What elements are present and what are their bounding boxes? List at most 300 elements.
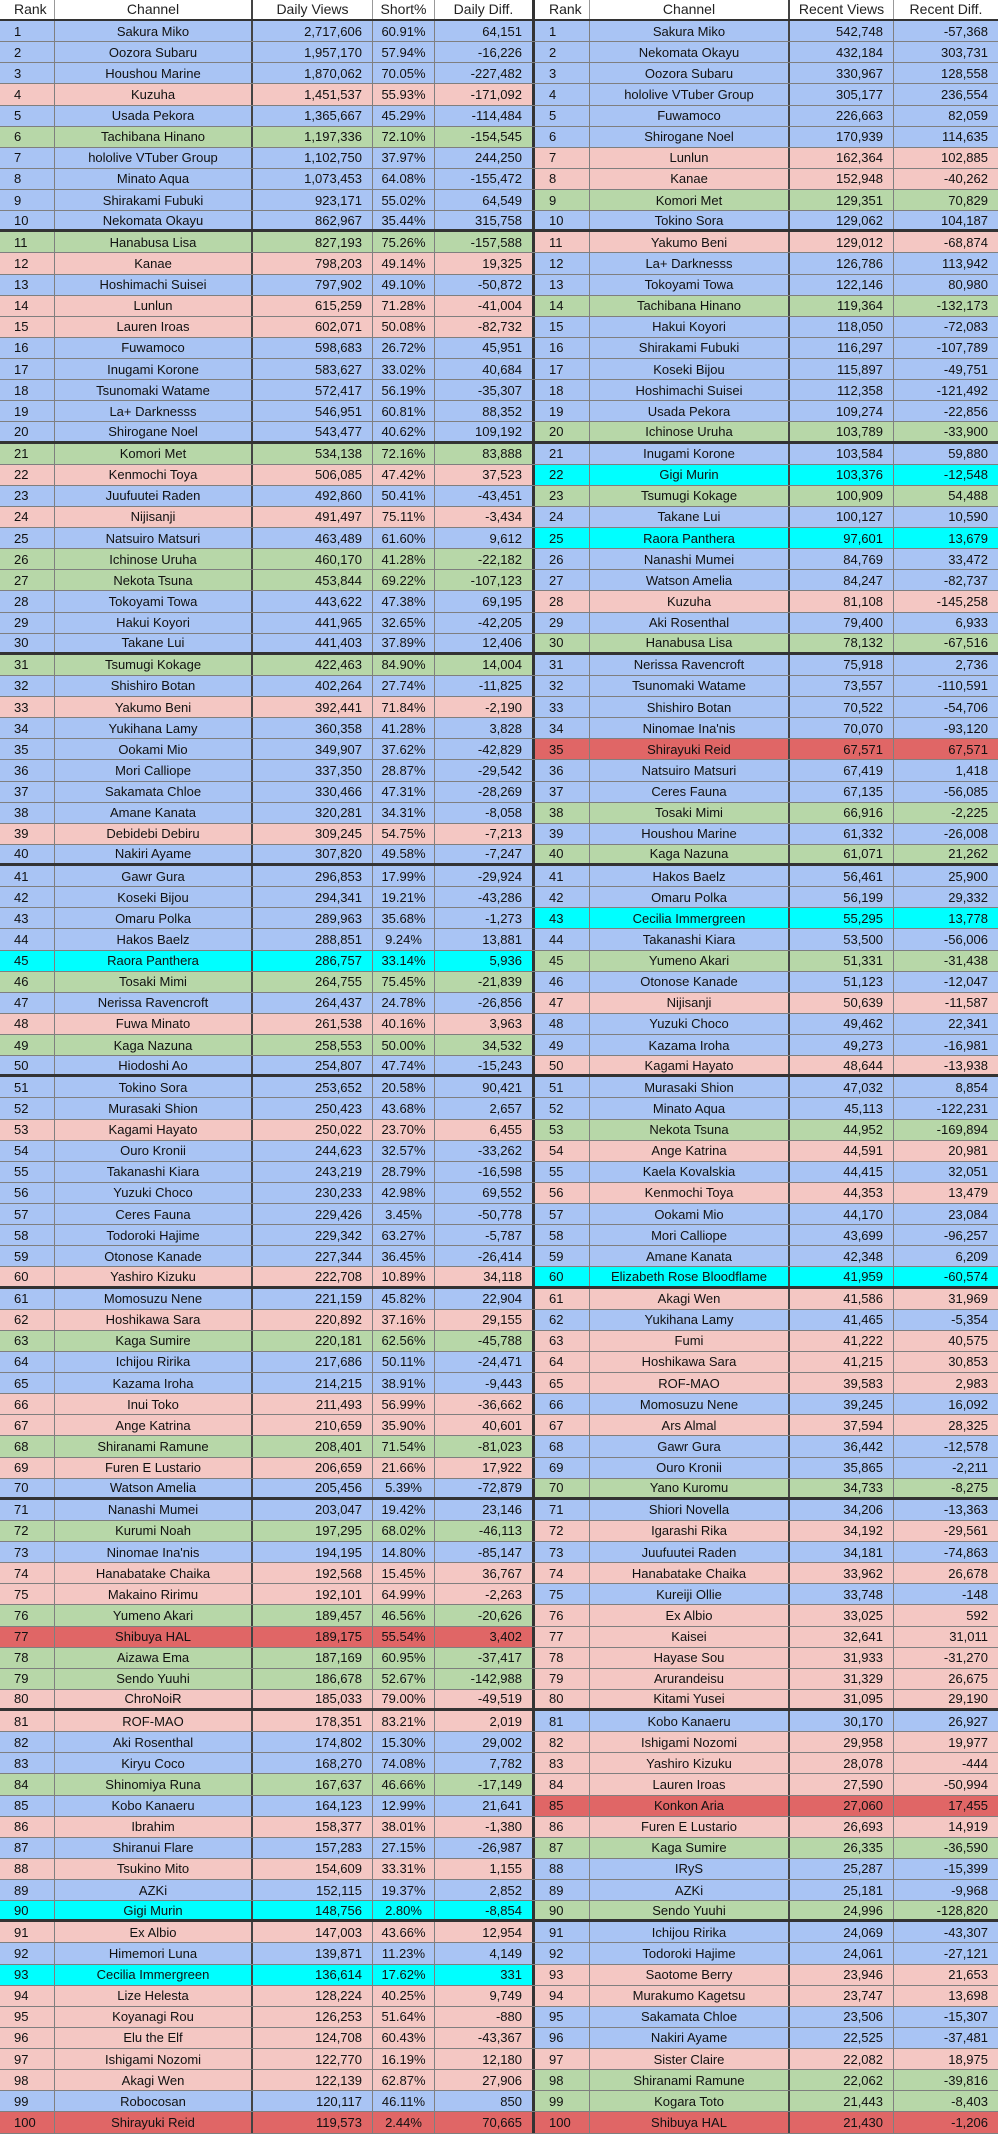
table-row[interactable] xyxy=(0,1732,535,1753)
table-row[interactable] xyxy=(535,1859,998,1880)
recent-diff-cell: 21,653 xyxy=(948,1967,988,1983)
table-row[interactable] xyxy=(535,824,998,845)
table-row[interactable] xyxy=(535,1204,998,1225)
table-row[interactable] xyxy=(0,1289,535,1310)
short-percent-cell: 83.21% xyxy=(373,1711,435,1731)
table-row[interactable] xyxy=(535,1331,998,1352)
table-row[interactable] xyxy=(535,1120,998,1141)
table-row[interactable] xyxy=(535,1774,998,1795)
table-row[interactable] xyxy=(0,507,535,528)
table-row[interactable] xyxy=(0,42,535,63)
table-row[interactable] xyxy=(0,697,535,718)
header-short-percent[interactable]: Short% xyxy=(373,0,435,19)
table-row[interactable] xyxy=(535,908,998,929)
table-row[interactable] xyxy=(0,866,535,887)
table-row[interactable] xyxy=(0,422,535,443)
table-row[interactable] xyxy=(0,908,535,929)
rank-cell: 87 xyxy=(0,1838,55,1858)
table-row[interactable] xyxy=(0,1774,535,1795)
table-row[interactable] xyxy=(535,951,998,972)
header-daily-views[interactable]: Daily Views xyxy=(253,0,373,19)
table-row[interactable] xyxy=(535,190,998,211)
short-percent-cell: 52.67% xyxy=(373,1669,435,1689)
rank-cell: 98 xyxy=(0,2070,55,2090)
table-row[interactable] xyxy=(0,253,535,274)
recent-views-cell: 34,181 xyxy=(790,1542,894,1562)
table-row[interactable] xyxy=(0,1479,535,1500)
table-row[interactable] xyxy=(0,486,535,507)
table-row[interactable] xyxy=(0,845,535,866)
daily-diff-cell: -81,023 xyxy=(435,1436,535,1456)
recent-views-cell: 73,557 xyxy=(790,676,894,696)
table-row[interactable] xyxy=(0,570,535,591)
table-row[interactable] xyxy=(535,549,998,570)
table-row[interactable] xyxy=(535,1415,998,1436)
table-row[interactable] xyxy=(0,401,535,422)
table-row[interactable] xyxy=(0,1246,535,1267)
short-percent-cell: 72.16% xyxy=(373,444,435,464)
table-row[interactable] xyxy=(535,1056,998,1077)
table-row[interactable] xyxy=(0,1014,535,1035)
table-row[interactable] xyxy=(535,1183,998,1204)
table-row[interactable] xyxy=(0,2091,535,2112)
table-row[interactable] xyxy=(535,106,998,127)
table-row[interactable] xyxy=(0,824,535,845)
table-row[interactable] xyxy=(535,296,998,317)
table-row[interactable] xyxy=(535,993,998,1014)
table-row[interactable] xyxy=(535,2112,998,2133)
table-row[interactable] xyxy=(0,1204,535,1225)
table-row[interactable] xyxy=(0,613,535,634)
channel-cell: Kitami Yusei xyxy=(590,1690,790,1708)
table-row[interactable] xyxy=(535,127,998,148)
table-row[interactable] xyxy=(535,2091,998,2112)
table-row[interactable] xyxy=(535,1373,998,1394)
rank-cell: 50 xyxy=(0,1056,55,1074)
table-row[interactable] xyxy=(0,1901,535,1922)
table-row[interactable] xyxy=(535,486,998,507)
rank-cell: 94 xyxy=(0,1986,55,2006)
table-row[interactable] xyxy=(535,1901,998,1922)
table-row[interactable] xyxy=(0,1880,535,1901)
table-row[interactable] xyxy=(0,1183,535,1204)
table-row[interactable] xyxy=(0,359,535,380)
table-row[interactable] xyxy=(0,1796,535,1817)
daily-diff-cell: 34,532 xyxy=(435,1035,535,1055)
channel-cell: Nijisanji xyxy=(55,507,253,527)
table-row[interactable] xyxy=(535,1289,998,1310)
channel-cell: Cecilia Immergreen xyxy=(590,908,790,928)
table-row[interactable] xyxy=(0,1415,535,1436)
table-row[interactable] xyxy=(0,1965,535,1986)
table-row[interactable] xyxy=(535,760,998,781)
rank-cell: 54 xyxy=(0,1141,55,1161)
table-row[interactable] xyxy=(0,317,535,338)
table-row[interactable] xyxy=(535,2007,998,2028)
table-row[interactable] xyxy=(0,1922,535,1943)
table-row[interactable] xyxy=(0,1584,535,1605)
recent-views-cell: 49,273 xyxy=(790,1035,894,1055)
channel-cell: Takanashi Kiara xyxy=(590,929,790,949)
table-row[interactable] xyxy=(535,1732,998,1753)
daily-diff-cell: 3,963 xyxy=(435,1014,535,1034)
rank-cell: 33 xyxy=(535,697,590,717)
table-row[interactable] xyxy=(535,591,998,612)
table-row[interactable] xyxy=(535,1965,998,1986)
table-row[interactable] xyxy=(0,1859,535,1880)
table-row[interactable] xyxy=(535,2028,998,2049)
header-rank[interactable]: Rank xyxy=(535,0,590,19)
recent-diff-cell: -132,173 xyxy=(936,298,988,314)
table-row[interactable] xyxy=(535,676,998,697)
table-row[interactable] xyxy=(0,1605,535,1626)
table-row[interactable] xyxy=(0,1669,535,1690)
table-row[interactable] xyxy=(0,1648,535,1669)
table-row[interactable] xyxy=(535,1648,998,1669)
table-row[interactable] xyxy=(535,1035,998,1056)
daily-views-cell: 286,757 xyxy=(253,951,373,971)
recent-views-cell: 78,132 xyxy=(790,634,894,652)
rank-cell: 24 xyxy=(0,507,55,527)
table-row[interactable] xyxy=(0,803,535,824)
daily-views-cell: 174,802 xyxy=(253,1732,373,1752)
table-row[interactable] xyxy=(0,1458,535,1479)
table-row[interactable] xyxy=(0,887,535,908)
table-row[interactable] xyxy=(0,1838,535,1859)
rank-cell: 51 xyxy=(0,1077,55,1097)
table-row[interactable] xyxy=(535,1267,998,1288)
rank-cell: 27 xyxy=(0,570,55,590)
recent-views-cell: 27,060 xyxy=(790,1796,894,1816)
daily-diff-cell: -7,213 xyxy=(435,824,535,844)
daily-views-cell: 254,807 xyxy=(253,1056,373,1074)
table-row[interactable] xyxy=(535,2070,998,2091)
rank-cell: 92 xyxy=(535,1943,590,1963)
table-row[interactable] xyxy=(535,1669,998,1690)
table-row[interactable] xyxy=(535,1352,998,1373)
table-row[interactable] xyxy=(0,296,535,317)
rank-cell: 13 xyxy=(535,275,590,295)
table-row[interactable] xyxy=(535,845,998,866)
table-row[interactable] xyxy=(0,1035,535,1056)
table-row[interactable] xyxy=(0,1753,535,1774)
recent-views-cell: 44,415 xyxy=(790,1162,894,1182)
recent-diff-cell: -145,258 xyxy=(936,593,988,609)
table-row[interactable] xyxy=(535,1479,998,1500)
rank-cell: 92 xyxy=(0,1943,55,1963)
daily-diff-cell: -17,149 xyxy=(435,1774,535,1794)
table-row[interactable] xyxy=(0,1500,535,1521)
table-row[interactable] xyxy=(0,591,535,612)
table-row[interactable] xyxy=(535,465,998,486)
table-row[interactable] xyxy=(0,1120,535,1141)
rank-cell: 45 xyxy=(0,951,55,971)
table-row[interactable] xyxy=(535,1690,998,1711)
recent-views-cell: 84,769 xyxy=(790,549,894,569)
channel-cell: Watson Amelia xyxy=(590,570,790,590)
table-row[interactable] xyxy=(535,1098,998,1119)
table-row[interactable] xyxy=(0,1690,535,1711)
table-row[interactable] xyxy=(0,1098,535,1119)
table-row[interactable] xyxy=(0,549,535,570)
table-row[interactable] xyxy=(0,63,535,84)
table-row[interactable] xyxy=(535,317,998,338)
table-row[interactable] xyxy=(0,1267,535,1288)
table-row[interactable] xyxy=(0,929,535,950)
table-row[interactable] xyxy=(535,972,998,993)
table-row[interactable] xyxy=(535,1310,998,1331)
table-row[interactable] xyxy=(535,613,998,634)
daily-views-cell: 546,951 xyxy=(253,401,373,421)
table-row[interactable] xyxy=(0,951,535,972)
table-row[interactable] xyxy=(0,1943,535,1964)
table-row[interactable] xyxy=(0,1141,535,1162)
header-recent-views[interactable]: Recent Views xyxy=(790,0,894,19)
table-row[interactable] xyxy=(0,1056,535,1077)
channel-cell: Komori Met xyxy=(590,190,790,210)
recent-diff-cell: 80,980 xyxy=(948,277,988,293)
table-row[interactable] xyxy=(535,634,998,655)
table-row[interactable] xyxy=(0,528,535,549)
table-row[interactable] xyxy=(535,42,998,63)
table-row[interactable] xyxy=(535,1986,998,2007)
table-row[interactable] xyxy=(535,359,998,380)
table-row[interactable] xyxy=(535,739,998,760)
table-row[interactable] xyxy=(535,380,998,401)
daily-diff-cell: -50,872 xyxy=(435,275,535,295)
recent-views-cell: 24,069 xyxy=(790,1922,894,1942)
table-row[interactable] xyxy=(0,1817,535,1838)
table-row[interactable] xyxy=(535,1711,998,1732)
table-row[interactable] xyxy=(535,1077,998,1098)
table-row[interactable] xyxy=(535,570,998,591)
table-row[interactable] xyxy=(535,1627,998,1648)
table-row[interactable] xyxy=(0,2007,535,2028)
table-row[interactable] xyxy=(0,444,535,465)
rank-cell: 42 xyxy=(0,887,55,907)
table-row[interactable] xyxy=(0,1225,535,1246)
table-row[interactable] xyxy=(535,718,998,739)
table-row[interactable] xyxy=(0,275,535,296)
table-row[interactable] xyxy=(535,1605,998,1626)
table-row[interactable] xyxy=(535,21,998,42)
header-channel[interactable]: Channel xyxy=(590,0,790,19)
table-row[interactable] xyxy=(535,401,998,422)
table-row[interactable] xyxy=(535,84,998,105)
channel-cell: Aizawa Ema xyxy=(55,1648,253,1668)
table-row[interactable] xyxy=(0,232,535,253)
table-row[interactable] xyxy=(535,782,998,803)
table-row[interactable] xyxy=(0,2070,535,2091)
short-percent-cell: 57.94% xyxy=(373,42,435,62)
recent-diff-cell: 303,731 xyxy=(941,44,988,60)
channel-cell: Hakos Baelz xyxy=(590,866,790,886)
rank-cell: 93 xyxy=(535,1965,590,1985)
table-row[interactable] xyxy=(535,422,998,443)
channel-cell: Yumeno Akari xyxy=(55,1605,253,1625)
table-row[interactable] xyxy=(0,1331,535,1352)
daily-diff-cell: 37,523 xyxy=(435,465,535,485)
table-row[interactable] xyxy=(0,465,535,486)
table-row[interactable] xyxy=(0,211,535,232)
table-row[interactable] xyxy=(0,760,535,781)
recent-diff-cell: -13,938 xyxy=(943,1057,988,1073)
recent-views-cell: 33,962 xyxy=(790,1563,894,1583)
table-row[interactable] xyxy=(535,253,998,274)
table-row[interactable] xyxy=(0,1521,535,1542)
channel-cell: Momosuzu Nene xyxy=(55,1289,253,1309)
table-row[interactable] xyxy=(0,634,535,655)
rank-cell: 21 xyxy=(535,444,590,464)
table-row[interactable] xyxy=(535,697,998,718)
channel-cell: ChroNoiR xyxy=(55,1690,253,1708)
table-row[interactable] xyxy=(0,1986,535,2007)
table-row[interactable] xyxy=(535,1817,998,1838)
table-row[interactable] xyxy=(535,1943,998,1964)
daily-diff-cell: 40,601 xyxy=(435,1415,535,1435)
daily-views-cell: 222,708 xyxy=(253,1267,373,1285)
short-percent-cell: 62.87% xyxy=(373,2070,435,2090)
rank-cell: 78 xyxy=(535,1648,590,1668)
table-row[interactable] xyxy=(535,887,998,908)
table-row[interactable] xyxy=(0,718,535,739)
table-row[interactable] xyxy=(0,148,535,169)
daily-diff-cell: 40,684 xyxy=(435,359,535,379)
table-row[interactable] xyxy=(535,1563,998,1584)
table-row[interactable] xyxy=(535,1922,998,1943)
table-row[interactable] xyxy=(0,782,535,803)
rank-cell: 18 xyxy=(535,380,590,400)
table-row[interactable] xyxy=(0,1542,535,1563)
table-row[interactable] xyxy=(0,993,535,1014)
table-row[interactable] xyxy=(0,1162,535,1183)
table-row[interactable] xyxy=(535,1521,998,1542)
daily-views-cell: 220,181 xyxy=(253,1331,373,1351)
table-row[interactable] xyxy=(0,1627,535,1648)
table-row[interactable] xyxy=(535,1394,998,1415)
table-row[interactable] xyxy=(535,507,998,528)
recent-views-cell: 122,146 xyxy=(790,275,894,295)
table-row[interactable] xyxy=(0,655,535,676)
table-row[interactable] xyxy=(535,444,998,465)
daily-diff-cell: -42,205 xyxy=(435,613,535,633)
short-percent-cell: 34.31% xyxy=(373,803,435,823)
channel-cell: Hanabatake Chaika xyxy=(55,1563,253,1583)
daily-views-cell: 221,159 xyxy=(253,1289,373,1309)
table-row[interactable] xyxy=(535,1458,998,1479)
daily-views-cell: 543,477 xyxy=(253,422,373,440)
daily-diff-cell: -28,269 xyxy=(435,782,535,802)
table-row[interactable] xyxy=(0,1563,535,1584)
table-row[interactable] xyxy=(535,1014,998,1035)
table-row[interactable] xyxy=(0,127,535,148)
channel-cell: Kazama Iroha xyxy=(55,1373,253,1393)
table-row[interactable] xyxy=(535,528,998,549)
table-row[interactable] xyxy=(0,2028,535,2049)
recent-diff-cell: 113,942 xyxy=(941,255,988,271)
table-row[interactable] xyxy=(0,190,535,211)
header-channel[interactable]: Channel xyxy=(55,0,253,19)
table-row[interactable] xyxy=(0,1436,535,1457)
rank-cell: 36 xyxy=(535,760,590,780)
daily-diff-cell: 45,951 xyxy=(435,338,535,358)
table-row[interactable] xyxy=(0,106,535,127)
rank-cell: 100 xyxy=(0,2112,55,2132)
table-row[interactable] xyxy=(0,84,535,105)
table-row[interactable] xyxy=(0,1310,535,1331)
table-row[interactable] xyxy=(535,866,998,887)
table-row[interactable] xyxy=(535,1436,998,1457)
table-row[interactable] xyxy=(535,2049,998,2070)
table-row[interactable] xyxy=(0,676,535,697)
channel-cell: Hakos Baelz xyxy=(55,929,253,949)
table-row[interactable] xyxy=(0,1373,535,1394)
header-daily-diff[interactable]: Daily Diff. xyxy=(435,0,535,19)
recent-diff-cell: 13,778 xyxy=(948,910,988,926)
table-row[interactable] xyxy=(535,929,998,950)
short-percent-cell: 55.02% xyxy=(373,190,435,210)
table-row[interactable] xyxy=(535,803,998,824)
table-row[interactable] xyxy=(535,1542,998,1563)
table-row[interactable] xyxy=(535,169,998,190)
table-row[interactable] xyxy=(535,275,998,296)
table-row[interactable] xyxy=(535,1162,998,1183)
channel-cell: Yakumo Beni xyxy=(55,697,253,717)
table-row[interactable] xyxy=(0,380,535,401)
table-row[interactable] xyxy=(0,1394,535,1415)
table-row[interactable] xyxy=(0,169,535,190)
rank-cell: 8 xyxy=(535,169,590,189)
recent-views-cell: 21,443 xyxy=(790,2091,894,2111)
table-row[interactable] xyxy=(0,1077,535,1098)
channel-cell: La+ Darknesss xyxy=(55,401,253,421)
table-row[interactable] xyxy=(535,1584,998,1605)
table-row[interactable] xyxy=(535,211,998,232)
table-row[interactable] xyxy=(535,232,998,253)
table-row[interactable] xyxy=(0,739,535,760)
table-row[interactable] xyxy=(0,2049,535,2070)
table-row[interactable] xyxy=(0,338,535,359)
table-row[interactable] xyxy=(535,1141,998,1162)
rank-cell: 48 xyxy=(535,1014,590,1034)
table-row[interactable] xyxy=(0,2112,535,2133)
channel-cell: Kenmochi Toya xyxy=(590,1183,790,1203)
table-row[interactable] xyxy=(535,1225,998,1246)
table-row[interactable] xyxy=(535,1753,998,1774)
rank-cell: 98 xyxy=(535,2070,590,2090)
table-row[interactable] xyxy=(0,1352,535,1373)
table-row[interactable] xyxy=(535,338,998,359)
header-rank[interactable]: Rank xyxy=(0,0,55,19)
table-row[interactable] xyxy=(535,655,998,676)
recent-diff-cell: 18,975 xyxy=(948,2051,988,2067)
table-row[interactable] xyxy=(0,972,535,993)
table-row[interactable] xyxy=(0,21,535,42)
channel-cell: Inugami Korone xyxy=(55,359,253,379)
table-row[interactable] xyxy=(535,1796,998,1817)
recent-views-cell: 41,586 xyxy=(790,1289,894,1309)
table-row[interactable] xyxy=(535,1880,998,1901)
recent-views-cell: 70,522 xyxy=(790,697,894,717)
channel-cell: Sakamata Chloe xyxy=(55,782,253,802)
header-recent-diff[interactable]: Recent Diff. xyxy=(894,0,998,19)
table-row[interactable] xyxy=(535,1500,998,1521)
table-row[interactable] xyxy=(0,1711,535,1732)
table-row[interactable] xyxy=(535,148,998,169)
table-row[interactable] xyxy=(535,1838,998,1859)
table-row[interactable] xyxy=(535,1246,998,1267)
table-row[interactable] xyxy=(535,63,998,84)
